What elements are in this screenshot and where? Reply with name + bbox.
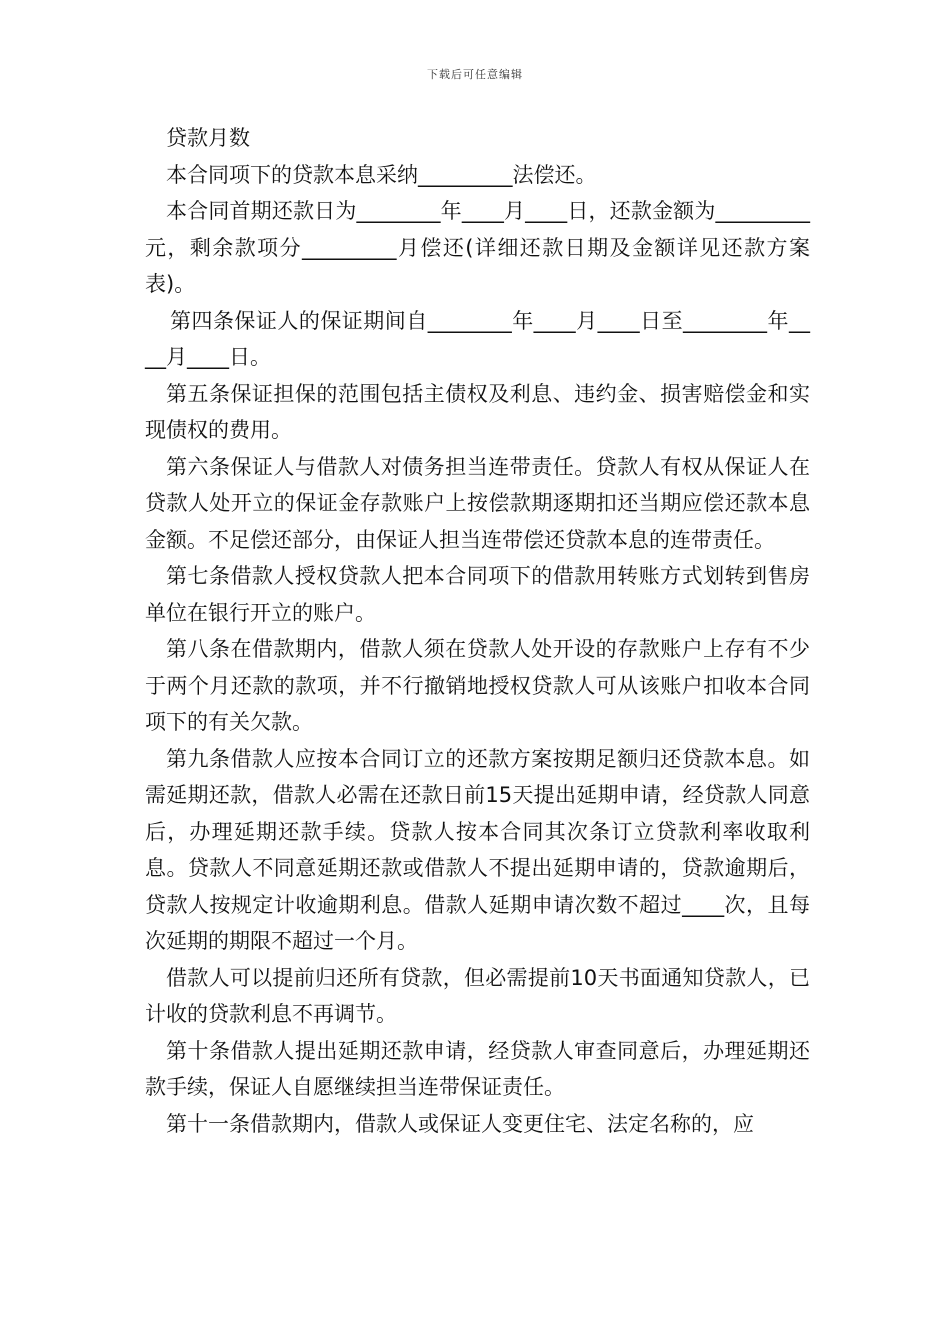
paragraph-article-5: 第五条保证担保的范围包括主债权及利息、违约金、损害赔偿金和实现债权的费用。 xyxy=(145,381,810,442)
paragraph-article-7: 第七条借款人授权贷款人把本合同项下的借款用转账方式划转到售房单位在银行开立的账户。 xyxy=(145,564,810,625)
paragraph-article-11: 第十一条借款期内，借款人或保证人变更住宅、法定名称的，应 xyxy=(166,1111,754,1136)
paragraph-article-6: 第六条保证人与借款人对债务担当连带责任。贷款人有权从保证人在贷款人处开立的保证金存款账户上按偿款期逐期扣还当期应偿还款本息金额。不足偿还部分，由保证人担当连带偿还贷款本息的连带责任。 xyxy=(145,454,810,552)
paragraph-early-repayment: 借款人可以提前归还所有贷款，但必需提前10天书面通知贷款人，已计收的贷款利息不再调节。 xyxy=(145,965,810,1026)
contract-body xyxy=(145,120,810,1142)
paragraph-article-10: 第十条借款人提出延期还款申请，经贷款人审查同意后，办理延期还款手续，保证人自愿继续担当连带保证责任。 xyxy=(145,1038,810,1099)
paragraph-article-8: 第八条在借款期内，借款人须在贷款人处开设的存款账户上存有不少于两个月还款的款项，并不行撤销地授权贷款人可从该账户扣收本合同项下的有关欠款。 xyxy=(145,637,810,734)
paragraph-repayment-method: 本合同项下的贷款本息采纳_________法偿还。 xyxy=(166,162,597,187)
page-header-note: 下载后可任意编辑 xyxy=(427,68,523,81)
paragraph-loan-months: 贷款月数 xyxy=(166,126,250,150)
paragraph-article-9: 第九条借款人应按本合同订立的还款方案按期足额归还贷款本息。如需延期还款，借款人必需在还款日前15天提出延期申请，经贷款人同意后，办理延期还款手续。贷款人按本合同其次条订立贷款利率收取利息。贷款人不同意延期还款或借款人不提出延期申请的，贷款逾期后，贷款人按规定计收逾期利息。借款人延期申请次数不超过____次，且每次延期的期限不超过一个月。 xyxy=(145,746,810,953)
paragraph-first-repayment: 本合同首期还款日为________年____月____日，还款金额为_________元，剩余款项分_________月偿还(详细还款日期及金额详见还款方案表)。 xyxy=(145,199,810,296)
paragraph-article-4: 第四条保证人的保证期间自________年____月____日至________年____月____日。 xyxy=(145,308,810,369)
